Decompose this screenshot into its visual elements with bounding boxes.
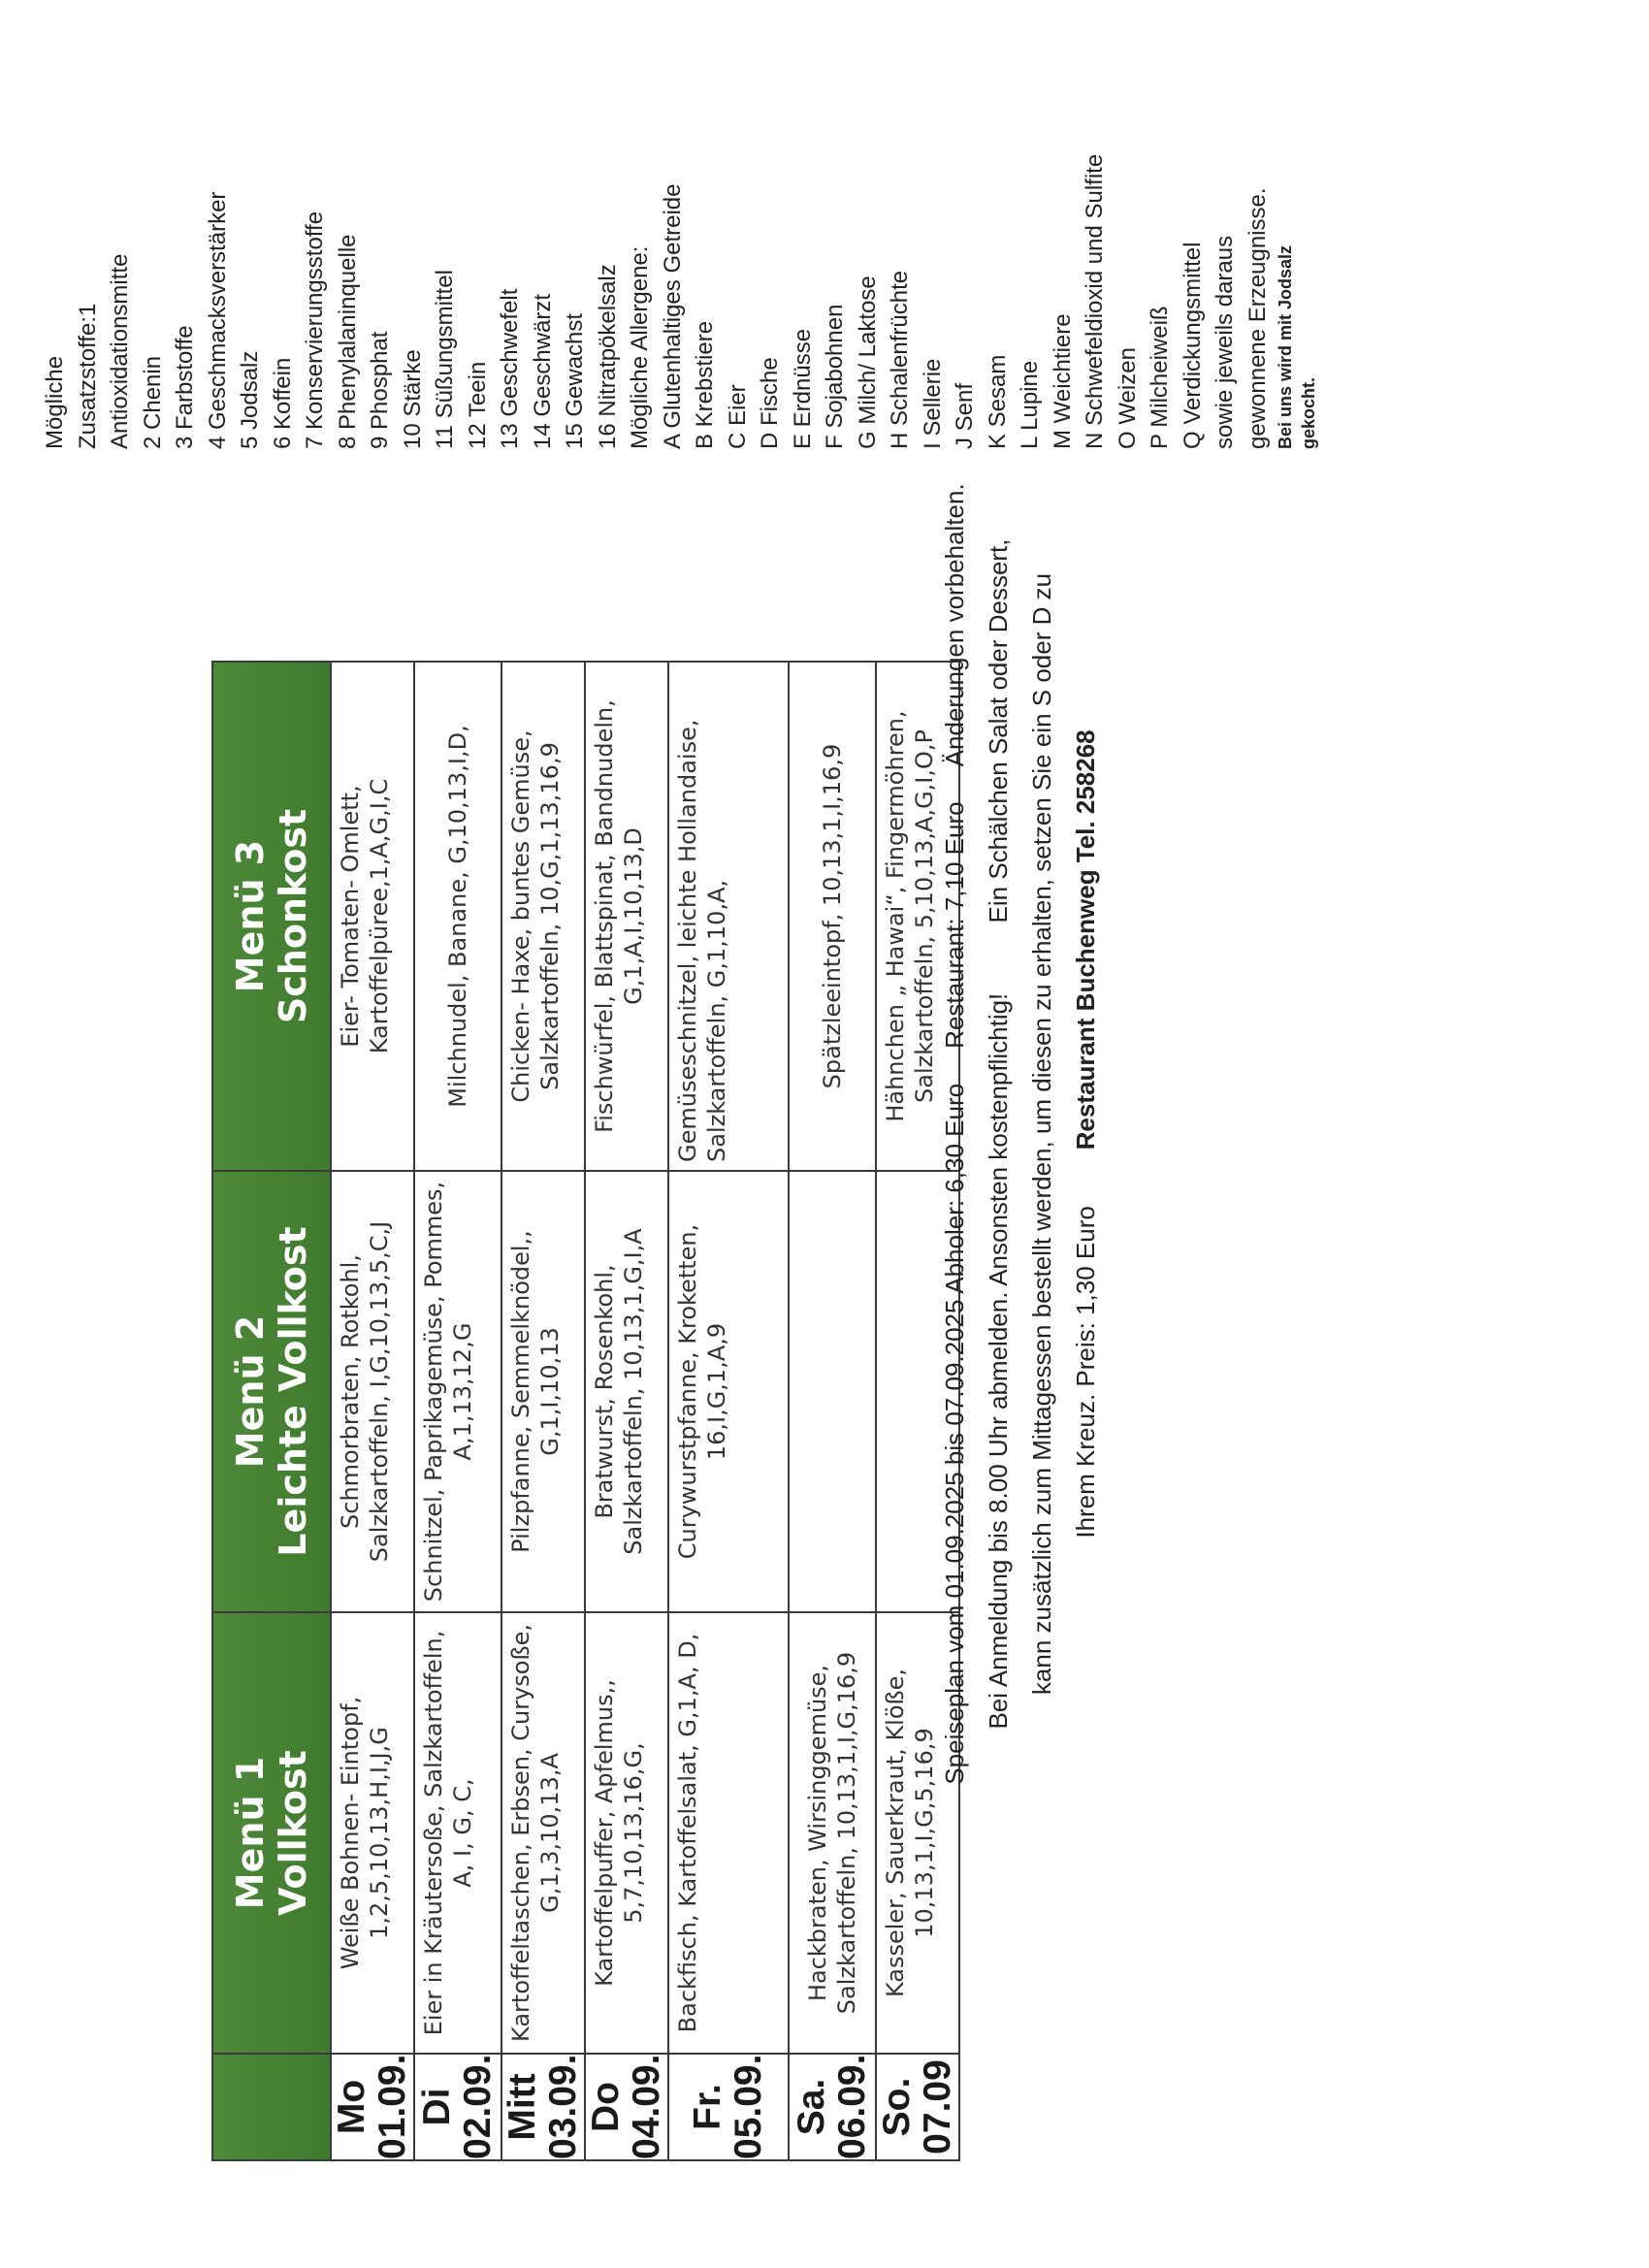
legend-item: 4 Geschmacksverstärker	[204, 191, 231, 449]
menu2-title: Menü 2	[229, 1314, 272, 1469]
legend-item: O Weizen	[1114, 347, 1141, 449]
menu3-title: Menü 3	[229, 839, 272, 993]
table-row	[414, 662, 501, 2160]
menu1-header	[212, 1612, 331, 2054]
day-date: 04.09.	[626, 2054, 667, 2159]
legend-item: Mögliche	[42, 355, 68, 449]
day-name: Do	[585, 2082, 627, 2132]
legend-item: 2 Chenin	[139, 355, 166, 449]
menu1-cell: Kasseler, Sauerkraut, Klöße, 10,13,1,I,G,5,16,9	[876, 1612, 959, 2054]
legend-item: 8 Phenylalaninquelle	[334, 234, 361, 449]
notes-line-1: Speiseplan vom 01.09.2025 bis 07.09.2025 Abholer: 6,30 Euro Restaurant: 7,10 Euro Änderungen vorbehalten.	[940, 483, 969, 1785]
legend-item: J Senf	[952, 382, 978, 449]
menu3-cell: Eier- Tomaten- Omlett, Kartoffelpüree,1,A,G,I,C	[331, 662, 414, 1171]
allergen-legend	[39, 13, 1320, 449]
day-cell	[789, 2054, 876, 2160]
legend-item: C Eier	[724, 384, 751, 449]
day-cell	[668, 2054, 789, 2160]
legend-item: H Schalenfrüchte	[887, 270, 913, 449]
day-name: Di	[416, 2088, 458, 2126]
menu1-subtitle: Vollkost	[272, 1750, 314, 1916]
table-header-row	[212, 662, 331, 2160]
legend-item: 10 Stärke	[399, 349, 426, 449]
day-cell	[414, 2054, 501, 2160]
legend-item: B Krebstiere	[692, 320, 718, 449]
legend-footnote-1: Bei uns wird mit Jodsalz	[1276, 244, 1295, 449]
legend-item: M Weichtiere	[1049, 313, 1076, 449]
legend-item: Zusatzstoffe:1	[74, 303, 101, 449]
menu1-cell: Hackbraten, Wirsinggemüse, Salzkartoffeln, 10,13,1,I,G,16,9	[789, 1612, 876, 2054]
day-date: 06.09.	[831, 2054, 873, 2159]
day-date: 05.09.	[728, 2054, 769, 2159]
menu2-cell: Bratwurst, Rosenkohl, Salzkartoffeln, 10,13,1,G,I,A	[585, 1171, 668, 1612]
legend-item: 12 Teein	[464, 361, 491, 449]
menu2-subtitle: Leichte Vollkost	[272, 1226, 314, 1557]
table-row	[789, 662, 876, 2160]
legend-item: 3 Farbstoffe	[172, 325, 198, 449]
restaurant-contact: Restaurant Buchenweg Tel. 258268	[1071, 729, 1100, 1150]
notes-line-2: Bei Anmeldung bis 8.00 Uhr abmelden. Ansonsten kostenpflichtig! Ein Schälchen Salat oder Dessert,	[984, 538, 1013, 1730]
legend-item: F Sojabohnen	[822, 304, 848, 449]
menu3-header	[212, 662, 331, 1171]
legend-item: P Milcheiweiß	[1147, 306, 1173, 449]
menu1-title: Menü 1	[229, 1756, 272, 1910]
menu2-header	[212, 1171, 331, 1612]
menu3-cell: Chicken- Haxe, buntes Gemüse, Salzkartoffeln, 10,G,1,13,16,9	[501, 662, 585, 1171]
menu3-cell: Fischwürfel, Blattspinat, Bandnudeln, G,1,A,I,10,13,D	[585, 662, 668, 1171]
legend-item: I Sellerie	[919, 358, 946, 449]
legend-item: 13 Geschwefelt	[497, 288, 523, 449]
day-name: Mitt	[501, 2073, 543, 2141]
legend-item: Antioxidationsmitte	[107, 253, 133, 449]
day-column-header	[212, 2054, 331, 2160]
legend-item: A Glutenhaltiges Getreide	[659, 183, 686, 449]
legend-item: 15 Gewachst	[562, 312, 588, 449]
day-name: Fr.	[687, 2084, 728, 2130]
day-date: 01.09.	[372, 2054, 413, 2159]
menu3-cell: Milchnudel, Banane, G,10,13,I,D,	[414, 662, 501, 1171]
menu-table	[211, 661, 960, 2161]
menu1-cell: Backfisch, Kartoffelsalat, G,1,A, D,	[668, 1612, 789, 2054]
menu2-cell	[789, 1171, 876, 1612]
day-name: Mo	[331, 2079, 372, 2135]
legend-footnote-2: gekocht.	[1299, 376, 1318, 449]
legend-item: L Lupine	[1017, 360, 1043, 449]
menu1-cell: Weiße Bohnen- Eintopf, 1,2,5,10,13,H,I,J,G	[331, 1612, 414, 2054]
legend-item: Mögliche Allergene:	[627, 245, 653, 449]
menu1-cell: Eier in Kräutersoße, Salzkartoffeln, A, I, G, C,	[414, 1612, 501, 2054]
menu2-cell: Curywurstpfanne, Kroketten, 16,I,G,1,A,9	[668, 1171, 789, 1612]
legend-item: 5 Jodsalz	[237, 350, 263, 449]
menu1-cell: Kartoffelpuffer, Apfelmus,, 5,7,10,13,16,G,	[585, 1612, 668, 2054]
table-row	[585, 662, 668, 2160]
legend-item: gewonnene Erzeugnisse.	[1244, 187, 1271, 449]
menu3-cell: Gemüseschnitzel, leichte Hollandaise, Salzkartoffeln, G,1,10,A,	[668, 662, 789, 1171]
notes-line-3: kann zusätzlich zum Mittagessen bestellt werden, um diesen zu erhalten, setzen Sie ein S oder D zu	[1027, 572, 1056, 1696]
table-row	[501, 662, 585, 2160]
legend-item: 11 Süßungsmittel	[432, 270, 458, 449]
table-row	[331, 662, 414, 2160]
legend-item: 7 Konservierungsstoffe	[302, 211, 328, 449]
legend-item: K Sesam	[984, 354, 1011, 449]
day-cell	[331, 2054, 414, 2160]
legend-item: Q Verdickungsmittel	[1179, 242, 1206, 449]
menu3-cell: Hähnchen „ Hawai“, Fingermöhren, Salzkartoffeln, 5,10,13,A,G,I,O,P	[876, 662, 959, 1171]
table-row	[668, 662, 789, 2160]
day-cell	[585, 2054, 668, 2160]
menu1-cell: Kartoffeltaschen, Erbsen, Curysoße, G,1,3,10,13,A	[501, 1612, 585, 2054]
menu3-subtitle: Schonkost	[272, 808, 314, 1024]
day-date: 02.09.	[457, 2054, 499, 2159]
legend-item: G Milch/ Laktose	[854, 275, 881, 449]
legend-item: sowie jeweils daraus	[1212, 235, 1238, 449]
legend-item: D Fische	[757, 357, 783, 449]
menu2-cell: Schmorbraten, Rotkohl, Salzkartoffeln, I,G,10,13,5,C,J	[331, 1171, 414, 1612]
menu3-cell: Spätzleeintopf, 10,13,1,I,16,9	[789, 662, 876, 1171]
legend-item: 14 Geschwärzt	[529, 293, 556, 449]
menu2-cell: Pilzpfanne, Semmelknödel,, G,1,I,10,13	[501, 1171, 585, 1612]
legend-item: 6 Koffein	[269, 357, 296, 449]
legend-item: 9 Phosphat	[367, 331, 393, 449]
day-cell	[501, 2054, 585, 2160]
day-name: So.	[876, 2077, 918, 2137]
legend-item: 16 Nitratpökelsalz	[594, 264, 621, 449]
day-date: 07.09	[917, 2059, 958, 2155]
legend-item: N Schwefeldioxid und Sulfite	[1082, 153, 1108, 449]
legend-item: E Erdnüsse	[789, 328, 816, 449]
day-name: Sa.	[791, 2078, 832, 2136]
menu2-cell: Schnitzel, Paprikagemüse, Pommes, A,1,13,12,G	[414, 1171, 501, 1612]
day-date: 03.09.	[542, 2054, 584, 2159]
price-note: Ihrem Kreuz. Preis: 1,30 Euro	[1071, 1150, 1100, 1539]
